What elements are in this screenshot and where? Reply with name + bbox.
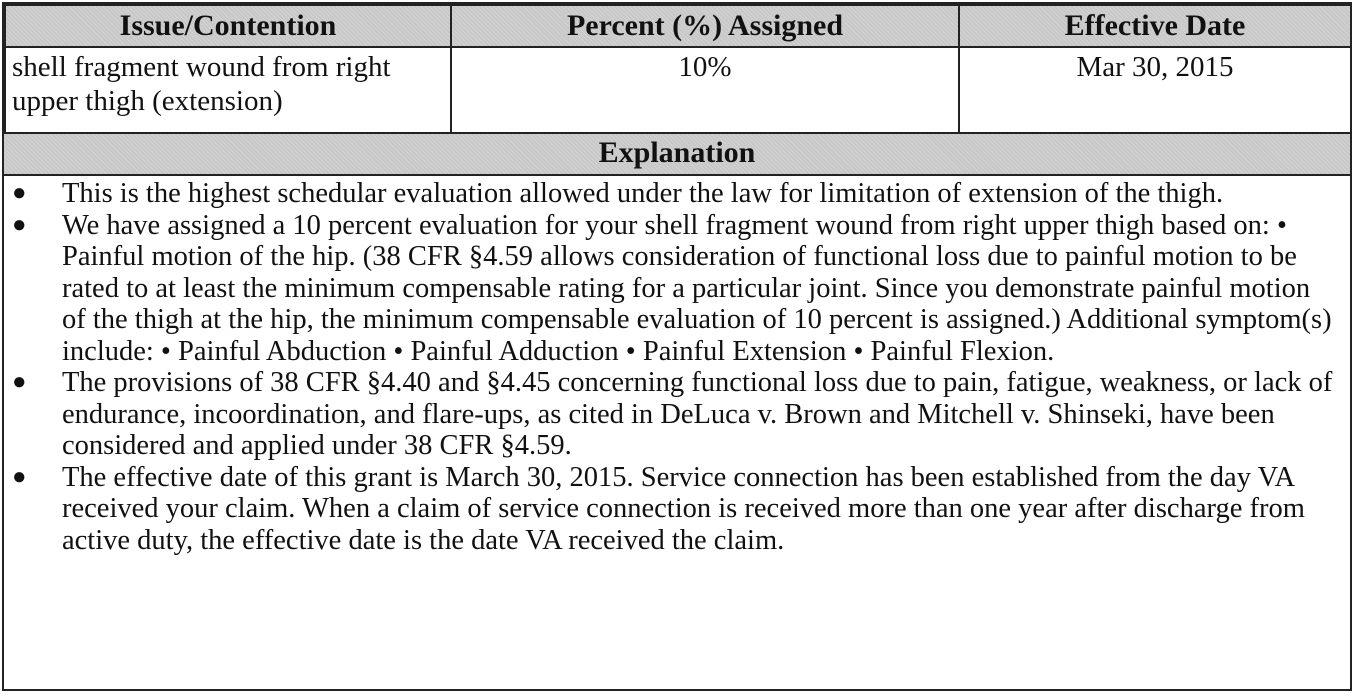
cell-issue: shell fragment wound from right upper thigh (extension)	[5, 47, 451, 133]
explanation-text: This is the highest schedular evaluation allowed under the law for limitation of extension of the thigh.	[62, 178, 1224, 209]
explanation-text: We have assigned a 10 percent evaluation for your shell fragment wound from right upper thigh based on: • Painful motion of the hip. (38 CFR §4.59 allows consideration of functional loss due to painful motion to be rated to at least the minimum compensable rating for a particular joint. Since you demonstrate painful motion of the thigh at the hip, the minimum compensable evaluation of 10 percent is assigned.) Additional symptom(s) include: • Painful Abduction • Painful Adduction • Painful Extension • Painful Flexion.	[62, 209, 1332, 367]
bullet-icon: ●	[12, 180, 27, 206]
explanation-list	[4, 176, 1350, 556]
header-issue-contention: Issue/Contention	[5, 5, 451, 47]
explanation-heading: Explanation	[4, 134, 1350, 176]
bullet-icon: ●	[12, 211, 27, 238]
explanation-item	[12, 178, 1338, 210]
bullet-icon: ●	[12, 369, 27, 395]
explanation-text: The provisions of 38 CFR §4.40 and §4.45 concerning functional loss due to pain, fatigue, weakness, or lack of endurance, incoordination, and flare-ups, as cited in DeLuca v. Brown and Mitchell v. Shinseki, have been considered and applied under 38 CFR §4.59.	[62, 367, 1333, 461]
rating-table	[4, 4, 1352, 134]
explanation-item	[12, 367, 1338, 462]
header-effective-date: Effective Date	[959, 5, 1351, 47]
cell-effective-date: Mar 30, 2015	[959, 47, 1351, 133]
table-row	[5, 47, 1351, 133]
rating-document	[2, 2, 1352, 691]
explanation-item	[12, 210, 1338, 368]
bullet-icon: ●	[12, 463, 27, 490]
table-header-row	[5, 5, 1351, 47]
explanation-item	[12, 462, 1338, 557]
explanation-text: The effective date of this grant is March 30, 2015. Service connection has been established from the day VA received your claim. When a claim of service connection is received more than one year after discharge from active duty, the effective date is the date VA received the claim.	[62, 461, 1305, 556]
cell-percent: 10%	[451, 47, 959, 133]
header-percent-assigned: Percent (%) Assigned	[451, 5, 959, 47]
